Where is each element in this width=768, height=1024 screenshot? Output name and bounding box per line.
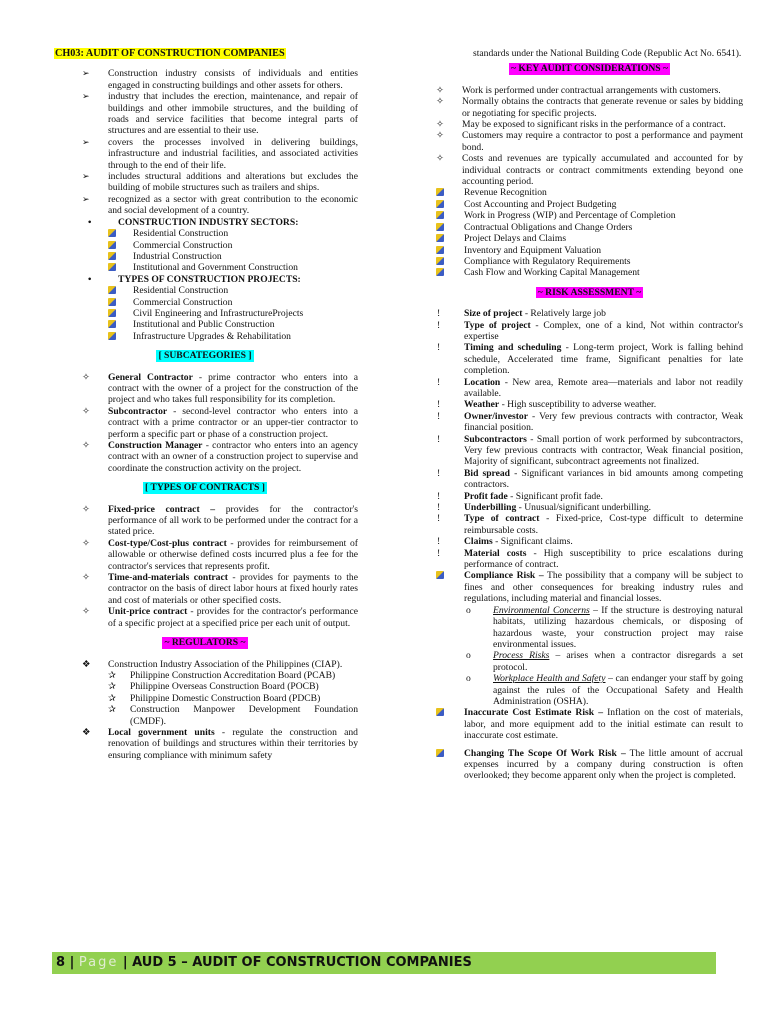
definition-item: ✧ Subcontractor - second-level contractor who enters into a contract with a prime contractor or an upper-tier contractor to perform a specific part or phase of a construction project. xyxy=(52,406,358,440)
square-bullet-icon xyxy=(436,246,444,254)
intro-item: ➢ industry that includes the erection, maintenance, and repair of buildings and other immobile structures, and the building of roads and service facilities that become integral parts of structures and are essential to their use. xyxy=(52,91,358,137)
exclamation-bullet-icon: ! xyxy=(437,410,441,422)
list-item: ✧ Normally obtains the contracts that generate revenue or sales by bidding or negotiating for specific projects. xyxy=(436,96,743,119)
key-topics-list xyxy=(436,187,743,278)
arrow-bullet-icon: ➢ xyxy=(82,193,90,204)
risk-item: ! Material costs - High susceptibility to price escalations during performance of contract. xyxy=(437,547,744,571)
square-bullet-icon xyxy=(108,229,116,237)
definition-item: ✧ Cost-type/Cost-plus contract - provides for reimbursement of allowable or otherwise defined costs incurred plus a fee for the contractor's services that represents profit. xyxy=(52,538,358,572)
circle-bullet-icon: o xyxy=(466,673,471,685)
list-item: Revenue Recognition xyxy=(436,187,743,198)
list-item: Contractual Obligations and Change Orders xyxy=(436,222,743,233)
exclamation-bullet-icon: ! xyxy=(437,433,441,445)
diamond-bullet-icon: ✧ xyxy=(436,153,445,165)
square-bullet-icon xyxy=(436,211,444,219)
exclamation-bullet-icon: ! xyxy=(437,536,441,548)
square-bullet-icon xyxy=(108,332,116,340)
list-item: Institutional and Public Construction xyxy=(52,319,358,330)
square-bullet-icon xyxy=(108,309,116,317)
risk-assessment-heading: ~ RISK ASSESSMENT ~ xyxy=(537,286,642,298)
key-considerations-list xyxy=(436,85,743,188)
list-item: ✧ Work is performed under contractual arrangements with customers. xyxy=(436,84,721,96)
square-bullet-icon xyxy=(436,200,444,208)
list-item: Commercial Construction xyxy=(52,297,358,308)
compliance-risk: Compliance Risk – The possibility that a company will be subject to fines and other consequences for breaking industry rules and regulations, including material and financial losses. xyxy=(436,570,743,604)
board-item: ✰ Construction Manpower Development Foundation (CMDF). xyxy=(52,704,358,727)
risk-item: ! Claims - Significant claims. xyxy=(437,536,573,548)
exclamation-bullet-icon: ! xyxy=(437,513,441,525)
list-item: ✧ Customers may require a contractor to post a performance and payment bond. xyxy=(436,130,743,153)
risk-item: ! Timing and scheduling - Long-term project, Work is falling behind schedule, Accelerated time frame, Significant penalties for late completion. xyxy=(437,342,743,377)
list-item: Residential Construction xyxy=(52,285,358,296)
square-bullet-icon xyxy=(108,298,116,306)
definition-item: ✧ General Contractor - prime contractor who enters into a contract with the owner of a project for the construction of the project and who takes full responsibility for its completion. xyxy=(52,372,358,406)
arrow-bullet-icon: ➢ xyxy=(82,91,90,102)
list-item: Commercial Construction xyxy=(52,240,358,251)
intro-item: ➢ Construction industry consists of individuals and entities engaged in constructing buildings and other assets for others. xyxy=(52,68,358,91)
inaccurate-cost-risk: Inaccurate Cost Estimate Risk – Inflation on the cost of materials, labor, and more equipment add to the initial estimate can result to inaccurate cost estimate. xyxy=(436,707,743,741)
square-bullet-icon xyxy=(436,749,444,757)
sectors-heading: • CONSTRUCTION INDUSTRY SECTORS: xyxy=(52,217,358,228)
list-item: ✧ Costs and revenues are typically accumulated and accounted for by individual contracts or contract commitments extending beyond one accounting period. xyxy=(436,153,743,188)
risk-item: ! Owner/investor - Very few previous contracts with contractor, Weak financial position. xyxy=(437,410,743,434)
projects-list xyxy=(52,285,358,342)
intro-list xyxy=(52,68,358,216)
definition-item: ✧ Time-and-materials contract - provides for payments to the contractor on the basis of direct labor hours at fixed hourly rates and cost of materials or other specified costs. xyxy=(52,572,358,606)
diamond-bullet-icon: ✧ xyxy=(436,84,445,96)
intro-item: ➢ recognized as a sector with great contribution to the economic and social development of a country. xyxy=(52,194,358,217)
board-item: ✰ Philippine Domestic Construction Board (PDCB) xyxy=(52,693,358,704)
right-column xyxy=(436,48,743,782)
four-diamond-bullet-icon: ❖ xyxy=(82,658,91,670)
list-item: Cash Flow and Working Capital Management xyxy=(436,267,743,278)
square-bullet-icon xyxy=(436,234,444,242)
square-bullet-icon xyxy=(108,263,116,271)
subcategories-list xyxy=(52,372,358,475)
diamond-bullet-icon: ✧ xyxy=(82,405,91,417)
star-bullet-icon: ✰ xyxy=(108,681,117,693)
square-bullet-icon xyxy=(436,223,444,231)
sub-item: o Environmental Concerns – If the structure is destroying natural habitats, utilizing hazardous chemicals, or disposing of hazardous waste, your construction project may raise environmental issues. xyxy=(436,605,743,651)
four-diamond-bullet-icon: ❖ xyxy=(82,726,91,738)
projects-heading: • TYPES OF CONSTRUCTION PROJECTS: xyxy=(52,274,358,285)
board-item: ✰ Philippine Construction Accreditation Board (PCAB) xyxy=(52,670,358,681)
square-bullet-icon xyxy=(436,268,444,276)
arrow-bullet-icon: ➢ xyxy=(82,68,90,79)
risk-item: ! Location - New area, Remote area—materials and labor not readily available. xyxy=(437,376,743,399)
sub-item: o Workplace Health and Safety – can endanger your staff by going against the rules of the Occupational Safety and Health Administration (OSHA). xyxy=(436,673,743,707)
page-word: Page xyxy=(78,955,119,970)
exclamation-bullet-icon: ! xyxy=(437,490,441,502)
exclamation-bullet-icon: ! xyxy=(437,308,441,320)
list-item: Compliance with Regulatory Requirements xyxy=(436,256,743,267)
circle-bullet-icon: o xyxy=(466,604,471,616)
star-bullet-icon: ✰ xyxy=(108,692,117,704)
footer-title: | AUD 5 – AUDIT OF CONSTRUCTION COMPANIES xyxy=(122,955,472,970)
board-item: ✰ Philippine Overseas Construction Board (POCB) xyxy=(52,681,358,692)
arrow-bullet-icon: ➢ xyxy=(82,171,90,182)
list-item: Industrial Construction xyxy=(52,251,358,262)
exclamation-bullet-icon: ! xyxy=(437,467,441,479)
list-item: Project Delays and Claims xyxy=(436,233,743,244)
list-item: Civil Engineering and InfrastructureProjects xyxy=(52,308,358,319)
exclamation-bullet-icon: ! xyxy=(437,342,441,354)
circle-bullet-icon: o xyxy=(466,650,471,662)
arrow-bullet-icon: ➢ xyxy=(82,136,90,147)
risk-item: ! Type of project - Complex, one of a kind, Not within contractor's expertise xyxy=(437,319,743,342)
sub-item: o Process Risks – arises when a contractor disregards a set protocol. xyxy=(436,650,743,673)
square-bullet-icon xyxy=(108,252,116,260)
subcategories-heading: [ SUBCATEGORIES ] xyxy=(158,350,252,362)
square-bullet-icon xyxy=(108,320,116,328)
risk-item: ! Bid spread - Significant variances in bid amounts among competing contractors. xyxy=(437,467,744,491)
star-bullet-icon: ✰ xyxy=(108,669,117,681)
definition-item: ✧ Fixed-price contract – provides for the contractor's performance of all work to be performed under the contract for a stated price. xyxy=(52,504,358,538)
exclamation-bullet-icon: ! xyxy=(437,547,441,559)
square-bullet-icon xyxy=(108,286,116,294)
diamond-bullet-icon: ✧ xyxy=(82,503,91,515)
diamond-bullet-icon: ✧ xyxy=(82,537,91,549)
definition-item: ✧ Construction Manager - contractor who enters into an agency contract with an owner of a construction project to supervise and coordinate the construction activity on the project. xyxy=(52,440,358,474)
risk-item: ! Type of contract - Fixed-price, Cost-type difficult to determine reimbursable costs. xyxy=(437,513,743,536)
list-item: Institutional and Government Construction xyxy=(52,262,358,273)
intro-item: ➢ includes structural additions and alterations but excludes the building of mobile structures such as trailers and ships. xyxy=(52,171,358,194)
exclamation-bullet-icon: ! xyxy=(437,376,441,388)
exclamation-bullet-icon: ! xyxy=(437,502,441,514)
diamond-bullet-icon: ✧ xyxy=(436,119,445,131)
key-considerations-heading: ~ KEY AUDIT CONSIDERATIONS ~ xyxy=(511,63,668,75)
contracts-heading: [ TYPES OF CONTRACTS ] xyxy=(145,482,265,494)
risk-item: ! Underbilling - Unusual/significant underbilling. xyxy=(437,502,652,514)
compliance-sub-list xyxy=(436,605,743,708)
diamond-bullet-icon: ✧ xyxy=(82,440,91,451)
square-bullet-icon xyxy=(436,571,444,579)
regulators-heading: ~ REGULATORS ~ xyxy=(164,637,246,649)
diamond-bullet-icon: ✧ xyxy=(82,572,91,584)
square-bullet-icon xyxy=(436,188,444,196)
list-item: Residential Construction xyxy=(52,228,358,239)
diamond-bullet-icon: ✧ xyxy=(436,96,445,108)
square-bullet-icon xyxy=(436,257,444,265)
square-bullet-icon xyxy=(108,241,116,249)
list-item: Cost Accounting and Project Budgeting xyxy=(436,199,743,210)
diamond-bullet-icon: ✧ xyxy=(436,130,445,142)
contracts-list xyxy=(52,504,358,629)
list-item: Work in Progress (WIP) and Percentage of Completion xyxy=(436,210,743,221)
diamond-bullet-icon: ✧ xyxy=(82,606,91,618)
star-bullet-icon: ✰ xyxy=(108,704,117,716)
exclamation-bullet-icon: ! xyxy=(437,319,441,331)
risk-item: ! Profit fade - Significant profit fade. xyxy=(437,490,603,502)
list-item: ✧ May be exposed to significant risks in the performance of a contract. xyxy=(436,119,726,131)
page-number: 8 | xyxy=(56,955,75,970)
dot-bullet-icon: • xyxy=(88,273,92,285)
scope-change-risk: Changing The Scope Of Work Risk – The little amount of accrual expenses incurred by a company during construction is often overlooked; they become apparent only when the project is completed. xyxy=(436,748,743,782)
sectors-list xyxy=(52,228,358,274)
square-bullet-icon xyxy=(436,708,444,716)
dot-bullet-icon: • xyxy=(88,216,92,228)
continuation-text: standards under the National Building Code (Republic Act No. 6541). xyxy=(473,48,742,59)
regulator-item: ❖ Construction Industry Association of the Philippines (CIAP). xyxy=(52,659,358,670)
exclamation-bullet-icon: ! xyxy=(437,399,441,411)
page-footer xyxy=(52,952,716,974)
chapter-title: CH03: AUDIT OF CONSTRUCTION COMPANIES xyxy=(55,48,285,59)
regulators-list xyxy=(52,659,358,762)
list-item: Inventory and Equipment Valuation xyxy=(436,245,743,256)
intro-item: ➢ covers the processes involved in delivering buildings, infrastructure and industrial facilities, and associated activities through to the end of their life. xyxy=(52,137,358,171)
risk-list xyxy=(436,308,743,570)
left-column xyxy=(52,48,358,761)
diamond-bullet-icon: ✧ xyxy=(82,371,91,383)
definition-item: ✧ Unit-price contract - provides for the contractor's performance of a specific project at a specified price per each unit of output. xyxy=(52,606,358,629)
risk-item: ! Size of project - Relatively large job xyxy=(437,308,606,320)
regulator-item: ❖ Local government units - regulate the construction and renovation of buildings and structures within their territories by ensuring compliance with minimum safety xyxy=(52,727,358,761)
list-item: Infrastructure Upgrades & Rehabilitation xyxy=(52,331,358,342)
risk-item: ! Weather - High susceptibility to adverse weather. xyxy=(437,399,657,411)
risk-item: ! Subcontractors - Small portion of work performed by subcontractors, Very few previous contracts with contractor, Weak financial position, Majority of significant, subcontract agreements not finalized. xyxy=(437,433,743,468)
